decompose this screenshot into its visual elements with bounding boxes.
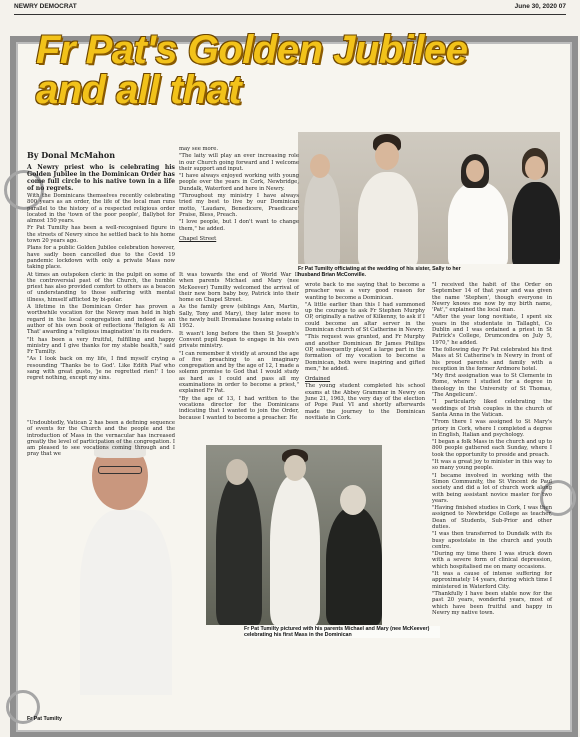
wedding-photo	[298, 132, 560, 264]
column-2b	[179, 272, 299, 422]
headline	[36, 30, 556, 110]
headline-line-2: and all that	[36, 68, 242, 112]
groom-suit	[512, 182, 560, 264]
paragraph: It was towards the end of World War II when parents Michael and Mary (nee McKeever) Tumilty welcomed the arrival of their new born baby boy, Patrick into their home on Chapel Street.	[179, 272, 299, 304]
wedding-caption: Fr Pat Tumilty officiating at the wedding of his sister, Sally to her husband Brian McConville.	[298, 266, 461, 278]
paragraph: A lifetime in the Dominican Order has proven a worthwhile vocation for the Newry man held in high regard in the local congregation and indeed as an author of his own book of reflections 'Religion & All That' awarding a 'religious imagination' in its readers.	[27, 304, 175, 336]
paragraph: "From there I was assigned to St Mary's priory in Cork, where I completed a degree in English, Italian and psychology.	[432, 419, 552, 438]
paragraph: may see more.	[179, 146, 219, 152]
column-4	[432, 282, 552, 617]
priest-robe	[270, 475, 320, 625]
column-2	[179, 146, 299, 243]
masthead-date: June 30, 2020 07	[514, 3, 566, 10]
bride-head	[466, 160, 484, 182]
figure-head	[310, 154, 330, 178]
paragraph: "I can remember it vividly at around the age of five preaching to an imaginary congregation and by the age of 12, I made a solemn promise to God that I would study as hard as I could and pass all my examinations in order to become a priest," explained Fr Pat.	[179, 350, 299, 395]
lede-paragraph: A Newry priest who is celebrating his Golden Jubilee in the Dominican Order has come full circle to his native town in a life of no regrets.	[27, 164, 175, 192]
white-habit	[80, 510, 172, 695]
paragraph: With the Dominicans themselves recently celebrating 800 years as an order, the life of the local man runs parallel to the history of a respected religious order located in the 'town of the poor people', Ballybot for almost 150 years.	[27, 193, 175, 225]
father-suit	[216, 475, 262, 625]
column-1	[27, 164, 175, 383]
paragraph: wrote back to me saying that to become a preacher was a very good reason for wanting to become a Dominican.	[305, 282, 425, 301]
paragraph: "Throughout my ministry I have always tried my best to live by our Dominican motto, 'Laudare, Benedicere, Praedicare' Praise, Bless, Preach.	[179, 193, 299, 218]
paragraph: "The laity will play an ever increasing role in our Church going forward and I welcome their support and input.	[179, 153, 299, 172]
column-3	[305, 282, 425, 422]
paragraph: "Thankfully I have been stable now for the past 20 years, wonderful years, most of which have been fruitful and happy in Newry my native town.	[432, 590, 552, 616]
subhead-chapel-street: Chapel Street	[179, 235, 217, 242]
paragraph: The following day Fr Pat celebrated his first Mass at St Catherine's in Newry in front of his proud parents and family with a reception in the former Ardmore hotel.	[432, 346, 552, 372]
paragraph: Fr Pat Tumilty has been a well-recognised figure in the streets of Newry since he settled back to his home town 20 years ago.	[27, 225, 175, 245]
paragraph: "It was a great joy to minister in this way to so many young people.	[432, 459, 552, 472]
paragraph: "It has been a very fruitful, fulfilling and happy ministry and I give thanks for my stable health," said Fr Tumilty.	[27, 336, 175, 356]
paragraph: "This request was granted, and Fr Murphy and another Dominican Br James Phillips OP, subsequently played a large part in the formation of my vocation to become a Dominican, both were inspiring and gifted men," he added.	[305, 334, 425, 372]
masthead-rule	[14, 14, 566, 15]
mother-head	[340, 485, 366, 515]
paragraph: At times an outspoken cleric in the pulpit on some of the controversial past of the Church, the humble priest has also provided comfort to others as a beacon of understanding to those suffering with mental illness, himself afflicted by bi-polar.	[27, 271, 175, 303]
paragraph: "I particularly liked celebrating the weddings of Irish couples in the church of Santa Anna in the Vatican.	[432, 399, 552, 418]
parents-caption: Fr Pat Tumilty pictured with his parents Michael and Mary (nee McKeever) celebrating his first Mass in the Dominican	[244, 626, 440, 638]
paragraph: As the family grew (siblings Ann, Martin, Sally, Tony and Mary), they later move to the newly built Dromalane housing estate in 1952.	[179, 304, 299, 330]
priest-vestment	[358, 172, 418, 264]
parents-photo	[206, 445, 382, 625]
paragraph: Plans for a public Golden Jubilee celebration however, have sadly been cancelled due to the Covid 19 pandemic lockdown with only a private Mass now taking place.	[27, 245, 175, 271]
paragraph: "By the age of 13, I had written to the vocations director for the Dominicans indicating that I wanted to join the Order, because I wanted to become a preacher. He	[179, 395, 299, 421]
groom-head	[525, 156, 545, 180]
subhead-ordained: Ordained	[305, 376, 331, 383]
masthead-paper: NEWRY DEMOCRAT	[14, 3, 77, 10]
figure	[304, 172, 340, 264]
paragraph: "As I look back on my life, I find myself crying a resounding 'Thanks be to God'. Like Edith Piaf who sang with great gusto, 'je ne regretted rien!' I too regret nothing, except my sins.	[27, 356, 175, 382]
byline: By Donal McMahon	[27, 150, 116, 160]
paragraph: "I have always enjoyed working with young people over the years in Cork, Newbridge, Dundalk, Waterford and here in Newry.	[179, 173, 299, 192]
priest-head	[375, 142, 399, 170]
paragraph: "Having finished studies in Cork, I was then assigned to Newbridge College as teacher, Dean of Students, Sub-Prior and other duties.	[432, 505, 552, 530]
mother-coat	[326, 507, 382, 625]
glasses-icon	[98, 466, 142, 474]
paragraph: It wasn't long before the then St Joseph's Convent pupil began to engage in his own private ministry.	[179, 330, 299, 350]
paragraph: "I love people, but I don't want to change them," he added.	[179, 219, 299, 232]
paragraph: "Undoubtedly, Vatican 2 has been a defining sequence of events for the Church and the people and the introduction of Mass in the vernacular has increased greatly the level of participation of the congregation. I am pleased to see vocations coming through and I pray that we	[27, 420, 175, 458]
paragraph: "After the year long novitiate, I spent six years in the studentate in Tallaght, Co Dublin and I was ordained a priest in St Patrick's College, Drumcondra on July 5, 1970," he added.	[432, 314, 552, 346]
column-1-continued	[27, 420, 175, 459]
bride-dress	[448, 182, 508, 264]
paragraph: "It was a cause of intense suffering for approximately 14 years, during which time I ministered in Waterford City.	[432, 571, 552, 590]
headline-line-1: Fr Pat's Golden Jubilee	[36, 28, 468, 72]
paragraph: The young student completed his school exams at the Abbey Grammar in Newry on June 21, 1963, the very day of the election of Pope Paul VI and shortly afterwards made the journey to the Dominican novitiate in Cork.	[305, 383, 425, 421]
portrait-photo	[80, 440, 172, 695]
paragraph: "I became involved in working with the Simon Community, the St Vincent de Paul society and did a lot of church work along with being assistant novice master for two years.	[432, 472, 552, 504]
father-head	[226, 459, 248, 485]
paragraph: "My first assignation was to St Clemente in Rome, where I studied for a degree in theology in the University of St Thomas, 'The Angelicum'.	[432, 373, 552, 399]
paragraph: "I was then transferred to Dundalk with its busy apostolate in the church and youth centre.	[432, 531, 552, 550]
paragraph: "I received the habit of the Order on September 14 of that year and was given the name 'Stephen', though everyone in Newry knows me now by my birth name, 'Pat'," explained the local man.	[432, 282, 552, 314]
paragraph: "I began a folk Mass in the church and up to 800 people gathered each Sunday, where I took the opportunity to preside and preach.	[432, 439, 552, 458]
priest-head	[284, 455, 306, 481]
portrait-caption: Fr Pat Tumilty	[27, 716, 62, 722]
paragraph: "During my time there I was struck down with a severe form of clinical depression, which hospitalised me on many occasions.	[432, 551, 552, 570]
paragraph: "A little earlier than this I had summoned up the courage to ask Fr Stephen Murphy OP, originally a native of Kilkenny, to ask if I could become an altar server in the Dominican church of St Catherine in Newry.	[305, 301, 425, 334]
